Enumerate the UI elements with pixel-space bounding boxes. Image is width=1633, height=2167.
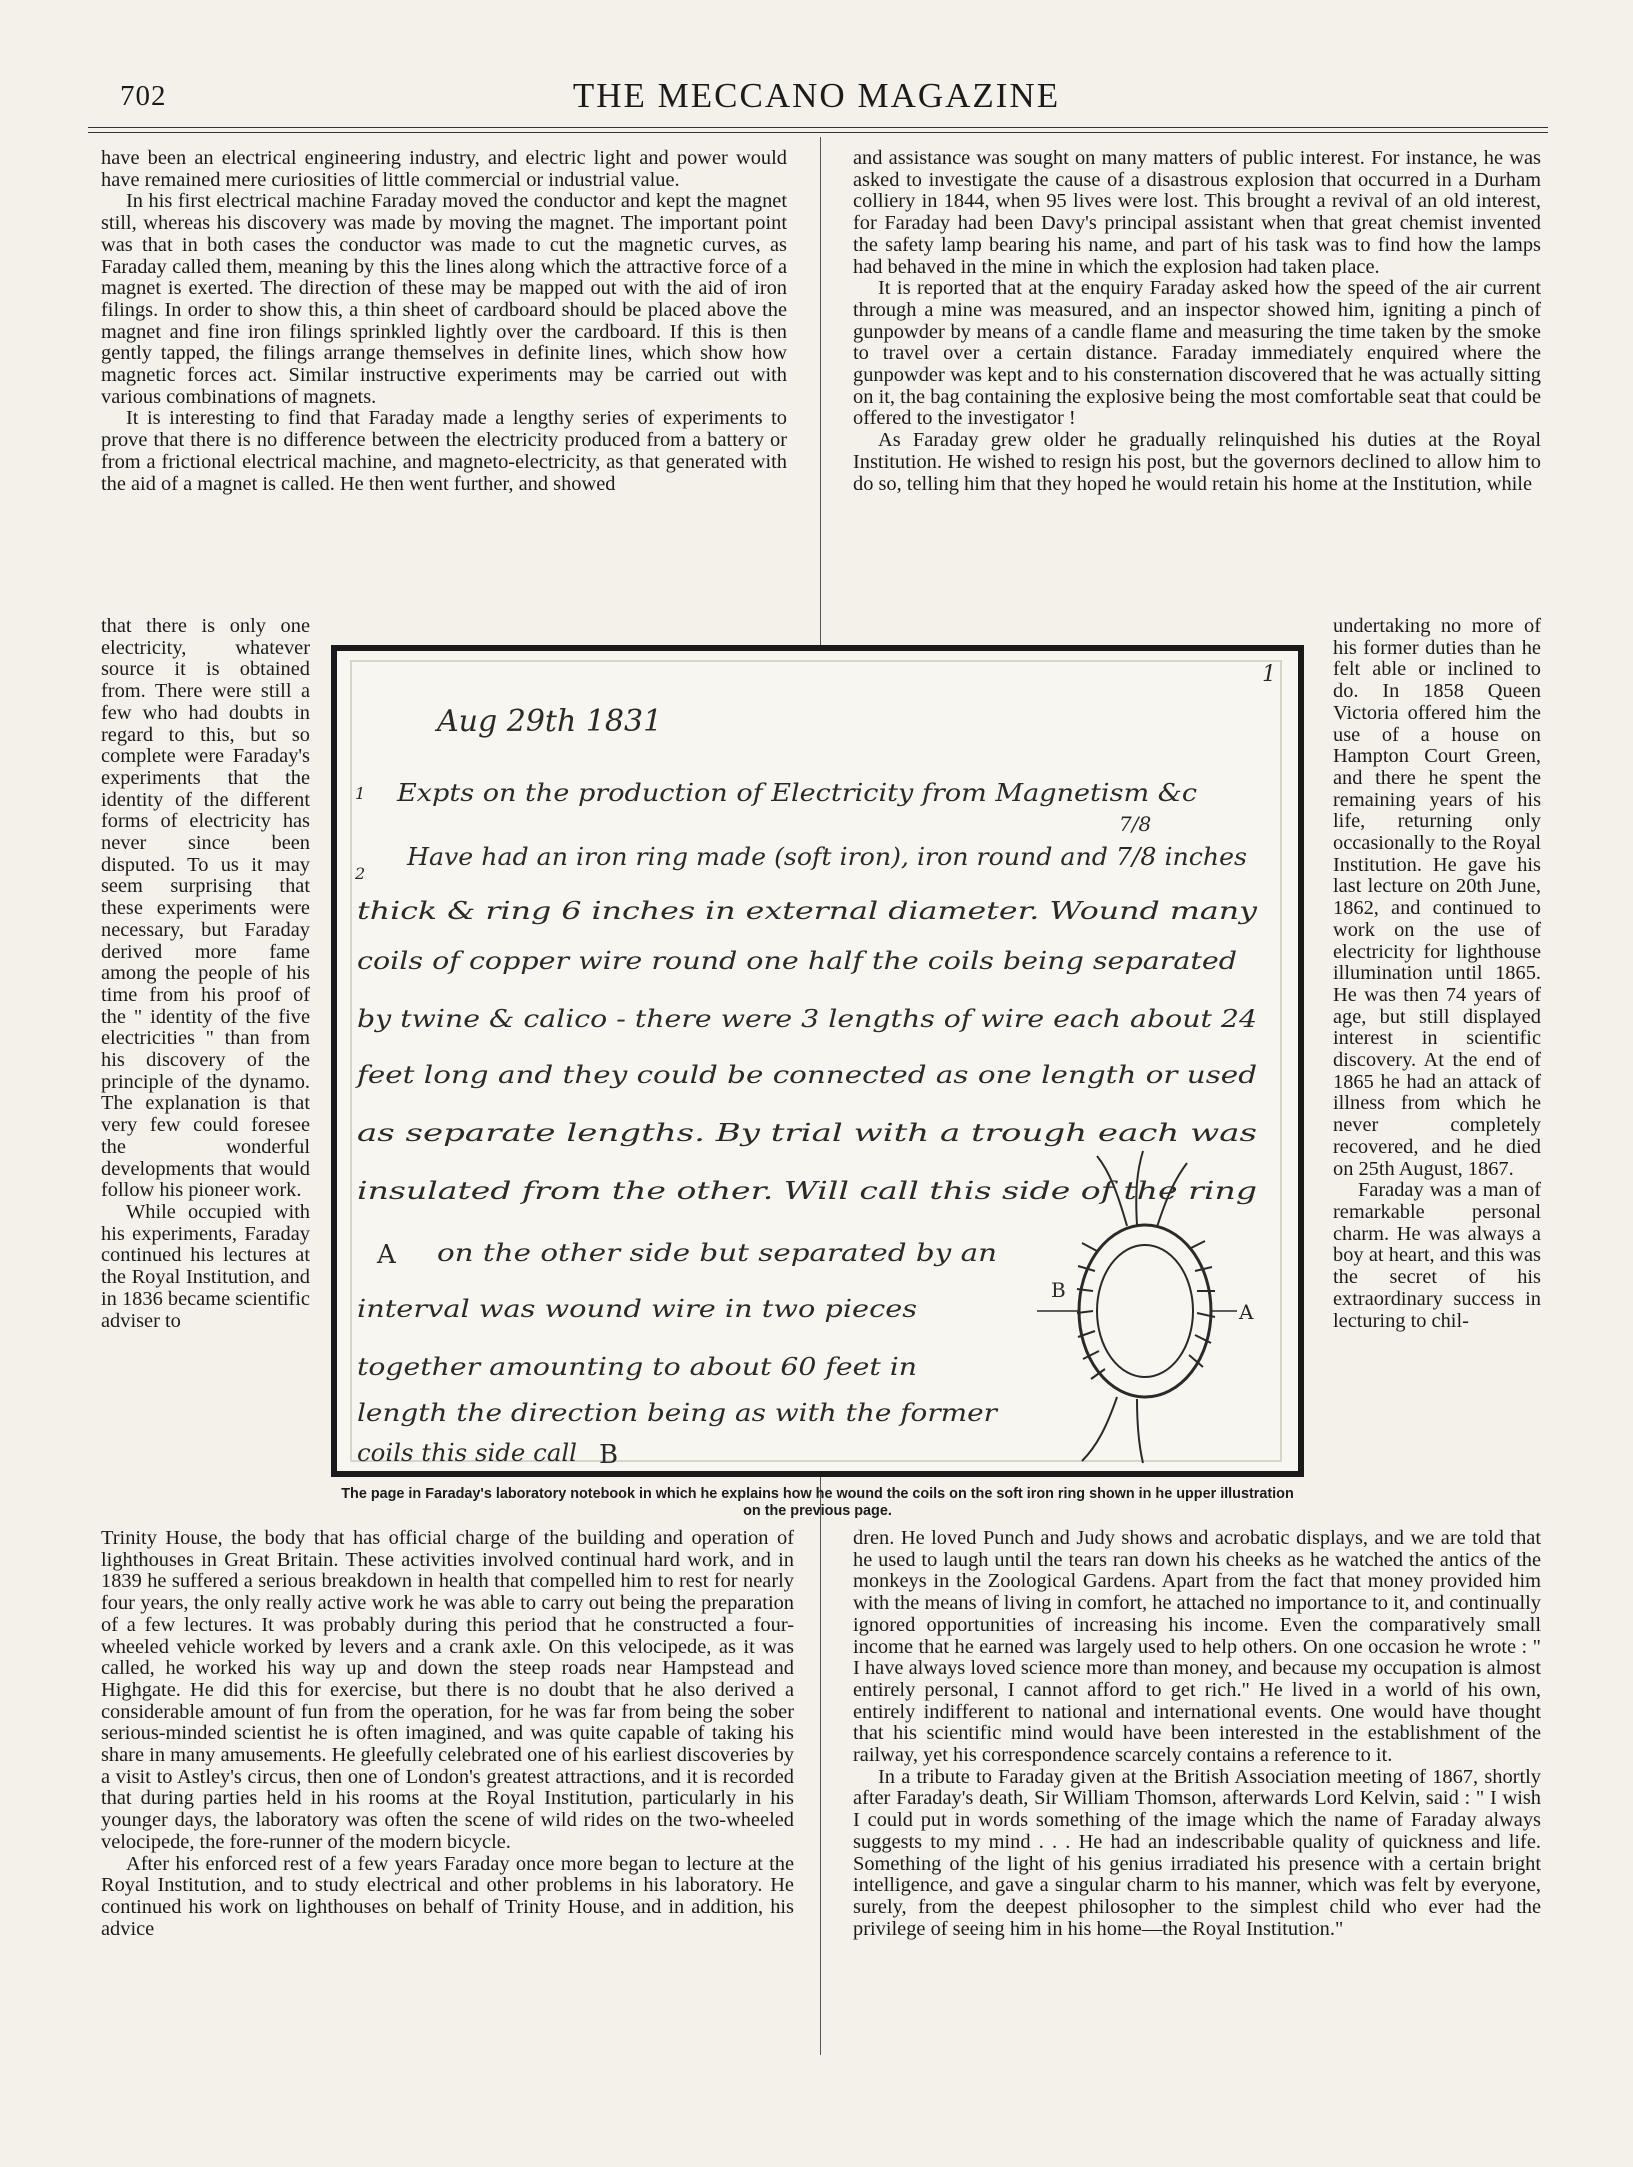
page-number: 702 xyxy=(120,80,167,112)
paragraph: and assistance was sought on many matters of public interest. For instance, he was asked to investigate the cause of a disastrous explosion that occurred in a Durham colliery in 1844, when 95 lives were lost. This brought a revival of an old interest, for Faraday had been Davy's principal assistant when that great chemist invented the safety lamp bearing his name, and part of his task was to find how the lamps had behaved in the mine in which the explosion had taken place. xyxy=(853,147,1541,278)
notebook-line: insulated from the other. Will call this side of the ring xyxy=(357,1177,1257,1205)
paragraph: It is reported that at the enquiry Faraday asked how the speed of the air current through a mine was measured, and an inspector showed him, igniting a pinch of gunpowder by means of a candle flame and measuring the time taken by the smoke to travel over a certain distance. Faraday immediately enquired where the gunpowder was kept and to his consternation discovered that he was actually sitting on it, the bag containing the explosive being the most comfortable seat that could be offered to the investigator ! xyxy=(853,277,1541,430)
diagram-label-b: B xyxy=(1051,1278,1066,1302)
column-1-top xyxy=(101,148,787,495)
notebook-line: length the direction being as with the former xyxy=(357,1399,999,1427)
column-2-bottom xyxy=(853,1528,1541,1940)
header-rule-lower xyxy=(88,132,1548,133)
notebook-page xyxy=(337,651,1298,1471)
notebook-photograph xyxy=(331,645,1304,1477)
notebook-margin-number: 1 xyxy=(355,784,366,803)
page-header xyxy=(0,76,1633,126)
notebook-line: feet long and they could be connected as one length or used xyxy=(354,1061,1257,1089)
notebook-line: on the other side but separated by an xyxy=(437,1239,997,1267)
paragraph: Trinity House, the body that has official charge of the building and operation of lighthouses in Great Britain. These activities involved continual hard work, and in 1839 he suffered a serious breakdown in health that compelled him to rest for nearly four years, the only really active work he was able to carry out being the preparation of a few lectures. It was probably during this period that he constructed a four-wheeled vehicle worked by levers and a crank axle. On this velocipede, as it was called, he worked his way up and down the steep roads near Hampstead and Highgate. He did this for exercise, but there is no doubt that he also derived a considerable amount of fun from the operation, for he was far from being the sober serious-minded scientist he is often imagined, and was quite capable of taking his share in many amusements. He gleefully celebrated one of his earliest discoveries by a visit to Astley's circus, then one of London's greatest attractions, and it is recorded that during parties held in his rooms at the Royal Institution, particularly in his younger days, the laboratory was often the scene of wild rides on the two-wheeled velocipede, the fore-runner of the modern bicycle. xyxy=(101,1527,794,1853)
paragraph: that there is only one electricity, whatever source it is obtained from. There were still a few who had doubts in regard to this, but so complete were Faraday's experiments that the identity of the different forms of electricity has never since been disputed. To us it may seem surprising that these experiments were necessary, but Faraday derived more fame among the people of his time from his proof of the " identity of the five electricities " than from his discovery of the principle of the dynamo. The explanation is that very few could foresee the wonderful developments that would follow his pioneer work. xyxy=(101,615,310,1202)
notebook-line: together amounting to about 60 feet in xyxy=(357,1353,917,1381)
column-2-top xyxy=(853,148,1541,495)
column-1-bottom xyxy=(101,1528,794,1940)
column-2-narrow xyxy=(1333,616,1541,1332)
figure-caption: The page in Faraday's laboratory notebook in which he explains how he wound the coils on the soft iron ring shown in he upper illustration on the previous page. xyxy=(341,1486,1294,1519)
notebook-line: by twine & calico - there were 3 lengths of wire each about 24 xyxy=(357,1005,1257,1033)
notebook-label-a: A xyxy=(377,1240,396,1270)
paragraph: While occupied with his experiments, Faraday continued his lectures at the Royal Institution, and in 1836 became scientific adviser to xyxy=(101,1200,310,1332)
notebook-line: as separate lengths. By trial with a trough each was xyxy=(357,1119,1257,1147)
notebook-line: Expts on the production of Electricity from Magnetism &c xyxy=(395,779,1198,807)
notebook-line: thick & ring 6 inches in external diameter. Wound many xyxy=(357,897,1258,925)
notebook-line: coils of copper wire round one half the coils being separated xyxy=(357,947,1237,975)
notebook-line: interval was wound wire in two pieces xyxy=(357,1295,917,1323)
paragraph: It is interesting to find that Faraday made a lengthy series of experiments to prove that there is no difference between the electricity produced from a battery or from a frictional electrical machine, and magneto-electricity, as that generated with the aid of a magnet is called. He then went further, and showed xyxy=(101,407,787,495)
paragraph: As Faraday grew older he gradually relinquished his duties at the Royal Institution. He wished to resign his post, but the governors declined to allow him to do so, telling him that they hoped he would retain his home at the Institution, while xyxy=(853,429,1541,495)
diagram-label-a: A xyxy=(1239,1300,1254,1324)
paragraph: undertaking no more of his former duties than he felt able or inclined to do. In 1858 Queen Victoria offered him the use of a house on Hampton Court Green, and there he spent the remaining years of his life, returning only occasionally to the Royal Institution. He gave his last lecture on 20th June, 1862, and continued to work on the use of electricity for lighthouse illumination until 1865. He was then 74 years of age, but still displayed interest in scientific discovery. At the end of 1865 he had an attack of illness from which he never completely recovered, and he died on 25th August, 1867. xyxy=(1333,615,1541,1180)
notebook-fraction: 7/8 xyxy=(1119,812,1152,836)
paragraph: In a tribute to Faraday given at the British Association meeting of 1867, shortly after Faraday's death, Sir William Thomson, afterwards Lord Kelvin, said : " I wish I could put in words something of the image which the name of Faraday always suggests to my mind . . . He had an indescribable quality of quickness and life. Something of the light of his genius irradiated his presence with a certain bright intelligence, and gave a singular charm to his manner, which was felt by everyone, surely, from the deepest philosopher to the simplest child who ever had the privilege of seeing him in his home—the Royal Institution." xyxy=(853,1765,1541,1940)
magazine-title: THE MECCANO MAGAZINE xyxy=(572,76,1061,115)
paragraph: Faraday was a man of remarkable personal charm. He was always a boy at heart, and this was the secret of his extraordinary success in lecturing to chil- xyxy=(1333,1179,1541,1332)
notebook-page-mark: 1 xyxy=(1262,662,1276,687)
notebook-label-b: B xyxy=(599,1440,619,1470)
paragraph: In his first electrical machine Faraday moved the conductor and kept the magnet still, whereas his discovery was made by moving the magnet. The important point was that in both cases the conductor was made to cut the magnetic curves, as Faraday called them, meaning by this the lines along which the attractive force of a magnet is exerted. The direction of these may be mapped out with the aid of iron filings. In order to show this, a thin sheet of cardboard should be placed above the magnet and fine iron filings sprinkled lightly over the cardboard. If this is then gently tapped, the filings arrange themselves in definite lines, which show how magnetic forces act. Similar instructive experiments may be carried out with various combinations of magnets. xyxy=(101,190,787,408)
notebook-margin-number: 2 xyxy=(355,864,366,883)
notebook-line: coils this side call xyxy=(357,1439,577,1467)
header-rule xyxy=(88,127,1548,128)
column-1-narrow xyxy=(101,616,310,1332)
notebook-date: Aug 29th 1831 xyxy=(437,704,663,739)
paragraph: have been an electrical engineering industry, and electric light and power would have remained mere curiosities of little commercial or industrial value. xyxy=(101,147,787,191)
paragraph: After his enforced rest of a few years Faraday once more began to lecture at the Royal Institution, and to study electrical and other problems in his laboratory. He continued his work on lighthouses on behalf of Trinity House, and in addition, his advice xyxy=(101,1852,794,1940)
notebook-line: Have had an iron ring made (soft iron), iron round and 7/8 inches xyxy=(405,843,1247,871)
paragraph: dren. He loved Punch and Judy shows and acrobatic displays, and we are told that he used to laugh until the tears ran down his cheeks as he watched the antics of the monkeys in the Zoological Gardens. Apart from the fact that money provided him with the means of living in comfort, he attached no importance to it, and continually ignored opportunities of increasing his income. Even the comparatively small income that he earned was largely used to help others. On one occasion he wrote : " I have always loved science more than money, and because my occupation is almost entirely personal, I cannot afford to get rich." He lived in a world of his own, entirely indifferent to national and international events. One would have thought that his scientific mind would have been interested in the establishment of the railway, yet his correspondence scarcely contains a reference to it. xyxy=(853,1527,1541,1767)
